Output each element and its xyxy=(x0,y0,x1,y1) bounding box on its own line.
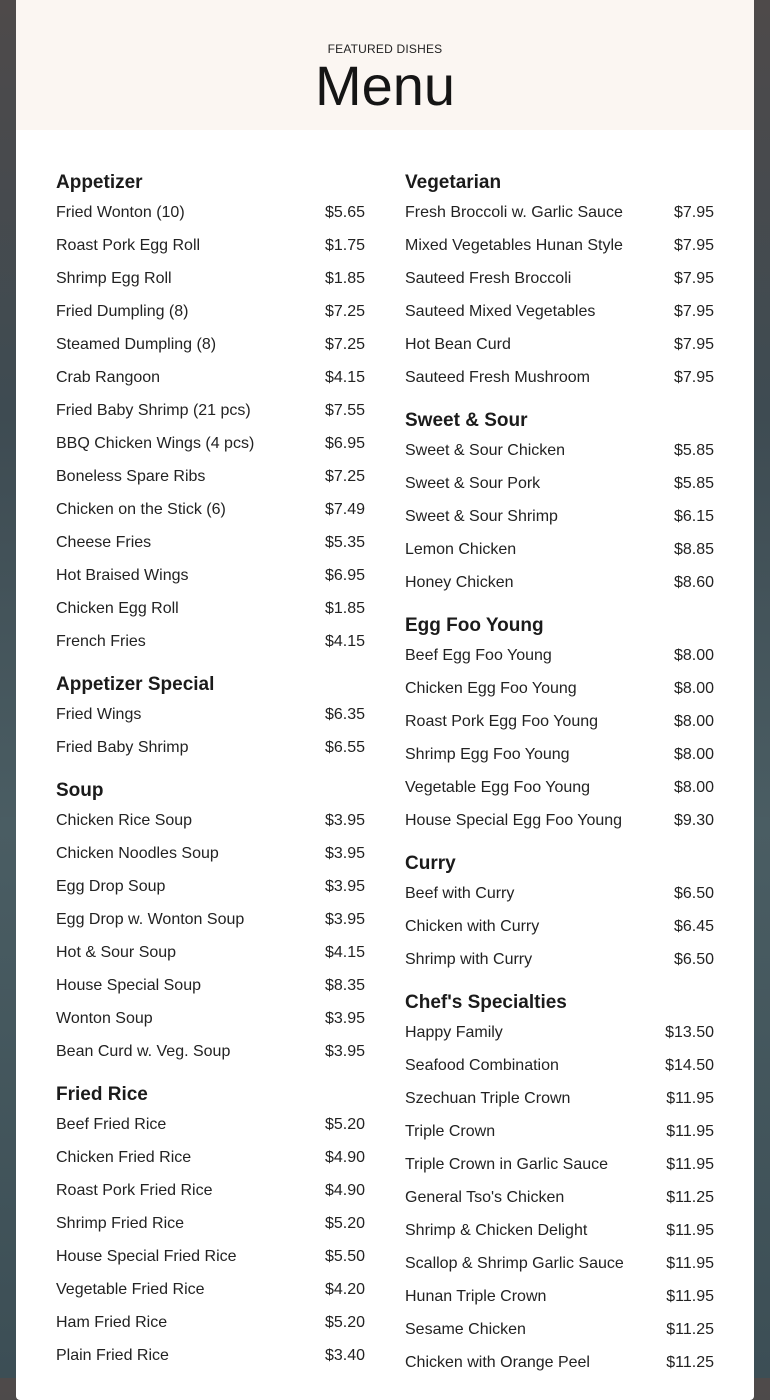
menu-section-chef-s-specialties xyxy=(405,990,714,1379)
menu-item-name: Roast Pork Egg Roll xyxy=(56,236,201,254)
menu-item-price: $7.95 xyxy=(673,203,714,221)
menu-item-price: $8.00 xyxy=(673,778,714,796)
menu-item-price: $7.95 xyxy=(673,368,714,386)
menu-item-price: $3.95 xyxy=(324,811,365,829)
menu-item xyxy=(56,196,365,229)
menu-item-price: $9.30 xyxy=(673,811,714,829)
menu-item xyxy=(56,1002,365,1035)
menu-item-name: Vegetable Egg Foo Young xyxy=(405,778,591,796)
menu-item-name: Sweet & Sour Chicken xyxy=(405,441,566,459)
menu-item-price: $5.20 xyxy=(324,1115,365,1133)
menu-item-price: $11.25 xyxy=(666,1353,714,1371)
menu-item-name: Egg Drop w. Wonton Soup xyxy=(56,910,245,928)
menu-item-price: $7.25 xyxy=(324,335,365,353)
menu-item-price: $7.95 xyxy=(673,335,714,353)
menu-item-name: Chicken on the Stick (6) xyxy=(56,500,226,518)
section-title: Chef's Specialties xyxy=(405,992,567,1013)
menu-item-name: Lemon Chicken xyxy=(405,540,517,558)
menu-item-price: $3.95 xyxy=(324,1042,365,1060)
menu-item-price: $11.95 xyxy=(666,1122,714,1140)
menu-section-vegetarian xyxy=(405,170,714,394)
menu-item-price: $4.15 xyxy=(324,368,365,386)
menu-item-name: Bean Curd w. Veg. Soup xyxy=(56,1042,231,1060)
menu-item xyxy=(405,229,714,262)
menu-item-name: Triple Crown xyxy=(405,1122,496,1140)
menu-item xyxy=(405,639,714,672)
menu-item-name: Fresh Broccoli w. Garlic Sauce xyxy=(405,203,623,221)
menu-item-price: $4.20 xyxy=(324,1280,365,1298)
menu-item-price: $6.50 xyxy=(673,950,714,968)
menu-item xyxy=(405,1115,714,1148)
menu-item-name: Scallop & Shrimp Garlic Sauce xyxy=(405,1254,624,1272)
menu-item-name: Chicken with Orange Peel xyxy=(405,1353,590,1371)
menu-item-name: Steamed Dumpling (8) xyxy=(56,335,217,353)
section-title: Soup xyxy=(56,780,104,801)
menu-item xyxy=(56,1273,365,1306)
menu-item-price: $6.15 xyxy=(673,507,714,525)
menu-item xyxy=(405,1016,714,1049)
menu-item-name: Sauteed Mixed Vegetables xyxy=(405,302,596,320)
menu-item-name: Mixed Vegetables Hunan Style xyxy=(405,236,623,254)
menu-item xyxy=(405,196,714,229)
page-title: Menu xyxy=(314,54,456,117)
menu-item-price: $3.95 xyxy=(324,877,365,895)
menu-item-price: $5.35 xyxy=(324,533,365,551)
menu-item xyxy=(405,328,714,361)
menu-item-price: $6.95 xyxy=(324,566,365,584)
menu-section-appetizer-special xyxy=(56,672,365,764)
menu-item-price: $8.35 xyxy=(324,976,365,994)
menu-item xyxy=(405,1280,714,1313)
menu-item-name: Hot & Sour Soup xyxy=(56,943,177,961)
menu-item-price: $11.25 xyxy=(666,1188,714,1206)
menu-section-appetizer xyxy=(56,170,365,658)
menu-item-name: Beef Fried Rice xyxy=(56,1115,167,1133)
menu-item-price: $3.40 xyxy=(324,1346,365,1364)
menu-item-price: $8.00 xyxy=(673,745,714,763)
menu-item xyxy=(405,434,714,467)
menu-item xyxy=(56,229,365,262)
menu-item-price: $5.85 xyxy=(673,441,714,459)
menu-item xyxy=(405,910,714,943)
menu-item-price: $5.20 xyxy=(324,1313,365,1331)
menu-item-price: $4.15 xyxy=(324,632,365,650)
menu-item-name: Boneless Spare Ribs xyxy=(56,467,206,485)
section-title: Sweet & Sour xyxy=(405,410,528,431)
menu-card xyxy=(16,0,754,1400)
menu-item-name: Fried Dumpling (8) xyxy=(56,302,189,320)
menu-item-name: Honey Chicken xyxy=(405,573,514,591)
menu-item-price: $5.65 xyxy=(324,203,365,221)
menu-item xyxy=(56,837,365,870)
menu-item-price: $11.95 xyxy=(666,1287,714,1305)
menu-item xyxy=(56,698,365,731)
menu-section-sweet-sour xyxy=(405,408,714,599)
menu-section-soup xyxy=(56,778,365,1068)
menu-column-right xyxy=(405,170,714,1393)
menu-item-name: House Special Soup xyxy=(56,976,201,994)
menu-item-price: $7.25 xyxy=(324,467,365,485)
menu-item xyxy=(56,870,365,903)
menu-item-price: $8.00 xyxy=(673,679,714,697)
menu-item xyxy=(56,1207,365,1240)
menu-item xyxy=(56,1339,365,1372)
menu-item-name: Plain Fried Rice xyxy=(56,1346,169,1364)
menu-item xyxy=(405,1148,714,1181)
menu-column-left xyxy=(56,170,365,1393)
menu-item xyxy=(405,804,714,837)
menu-item-name: French Fries xyxy=(56,632,146,650)
menu-item xyxy=(405,262,714,295)
menu-item-name: Ham Fried Rice xyxy=(56,1313,168,1331)
menu-item-name: BBQ Chicken Wings (4 pcs) xyxy=(56,434,255,452)
menu-columns xyxy=(16,130,754,1393)
menu-item-price: $11.25 xyxy=(666,1320,714,1338)
menu-item-price: $7.95 xyxy=(673,269,714,287)
menu-item xyxy=(56,625,365,658)
menu-item-name: Shrimp with Curry xyxy=(405,950,533,968)
section-title: Appetizer Special xyxy=(56,674,215,695)
menu-item xyxy=(405,705,714,738)
menu-item-name: Hot Bean Curd xyxy=(405,335,511,353)
menu-item-name: Vegetable Fried Rice xyxy=(56,1280,205,1298)
menu-item-name: Sweet & Sour Pork xyxy=(405,474,541,492)
menu-item-price: $11.95 xyxy=(666,1254,714,1272)
menu-item-name: Sweet & Sour Shrimp xyxy=(405,507,558,525)
menu-item-price: $8.85 xyxy=(673,540,714,558)
menu-item xyxy=(56,1108,365,1141)
menu-item-price: $7.25 xyxy=(324,302,365,320)
menu-item-name: Shrimp & Chicken Delight xyxy=(405,1221,588,1239)
menu-item xyxy=(56,731,365,764)
menu-item xyxy=(56,328,365,361)
menu-item xyxy=(56,592,365,625)
menu-item-price: $3.95 xyxy=(324,1009,365,1027)
menu-item-price: $6.45 xyxy=(673,917,714,935)
menu-item-name: Egg Drop Soup xyxy=(56,877,166,895)
menu-item xyxy=(405,1214,714,1247)
menu-item xyxy=(405,1181,714,1214)
menu-item-price: $6.55 xyxy=(324,738,365,756)
menu-item-price: $7.95 xyxy=(673,236,714,254)
menu-item xyxy=(405,877,714,910)
menu-item-price: $1.85 xyxy=(324,599,365,617)
menu-item-name: General Tso's Chicken xyxy=(405,1188,565,1206)
menu-item-name: Chicken Rice Soup xyxy=(56,811,193,829)
menu-item-name: Beef with Curry xyxy=(405,884,515,902)
menu-item xyxy=(405,361,714,394)
menu-item-name: Shrimp Egg Roll xyxy=(56,269,172,287)
menu-item-name: Happy Family xyxy=(405,1023,503,1041)
menu-item-name: Sauteed Fresh Broccoli xyxy=(405,269,572,287)
menu-item xyxy=(56,460,365,493)
menu-section-egg-foo-young xyxy=(405,613,714,837)
menu-item-price: $8.00 xyxy=(673,646,714,664)
menu-item-price: $13.50 xyxy=(665,1023,714,1041)
menu-item xyxy=(56,559,365,592)
menu-item-name: Chicken Egg Roll xyxy=(56,599,179,617)
menu-item-price: $7.49 xyxy=(324,500,365,518)
menu-item xyxy=(56,804,365,837)
menu-item xyxy=(56,295,365,328)
menu-item-price: $11.95 xyxy=(666,1089,714,1107)
menu-item-name: Sesame Chicken xyxy=(405,1320,526,1338)
menu-item-name: Shrimp Egg Foo Young xyxy=(405,745,570,763)
menu-item xyxy=(405,1082,714,1115)
menu-section-fried-rice xyxy=(56,1082,365,1372)
menu-item-name: Fried Wonton (10) xyxy=(56,203,185,221)
menu-item-name: Sauteed Fresh Mushroom xyxy=(405,368,590,386)
menu-item xyxy=(405,1346,714,1379)
menu-item xyxy=(56,361,365,394)
menu-item-name: Crab Rangoon xyxy=(56,368,161,386)
menu-item-price: $7.95 xyxy=(673,302,714,320)
menu-item-price: $5.20 xyxy=(324,1214,365,1232)
featured-dishes-label: FEATURED DISHES xyxy=(327,42,443,56)
menu-item xyxy=(405,467,714,500)
menu-item-price: $4.90 xyxy=(324,1148,365,1166)
menu-item xyxy=(405,1313,714,1346)
menu-item-price: $4.90 xyxy=(324,1181,365,1199)
section-title: Egg Foo Young xyxy=(405,615,544,636)
menu-item xyxy=(405,771,714,804)
menu-item-name: Szechuan Triple Crown xyxy=(405,1089,571,1107)
section-title: Appetizer xyxy=(56,172,143,193)
menu-item xyxy=(56,936,365,969)
menu-item-name: Chicken Egg Foo Young xyxy=(405,679,577,697)
menu-item-name: Chicken Noodles Soup xyxy=(56,844,219,862)
menu-item-name: Fried Baby Shrimp xyxy=(56,738,189,756)
menu-item xyxy=(405,672,714,705)
menu-item-name: Chicken Fried Rice xyxy=(56,1148,192,1166)
menu-item xyxy=(405,533,714,566)
menu-section-curry xyxy=(405,851,714,976)
menu-item xyxy=(56,427,365,460)
menu-item-price: $6.50 xyxy=(673,884,714,902)
menu-item-name: House Special Fried Rice xyxy=(56,1247,237,1265)
menu-item-name: Fried Wings xyxy=(56,705,142,723)
menu-item-name: Chicken with Curry xyxy=(405,917,540,935)
menu-item-name: Hunan Triple Crown xyxy=(405,1287,547,1305)
menu-item-name: Beef Egg Foo Young xyxy=(405,646,552,664)
menu-item xyxy=(405,500,714,533)
menu-item-price: $5.50 xyxy=(324,1247,365,1265)
menu-item xyxy=(56,1174,365,1207)
menu-item xyxy=(56,526,365,559)
menu-item-price: $8.00 xyxy=(673,712,714,730)
menu-item-price: $3.95 xyxy=(324,844,365,862)
menu-item-name: Roast Pork Egg Foo Young xyxy=(405,712,599,730)
section-title: Curry xyxy=(405,853,456,874)
menu-item xyxy=(56,903,365,936)
menu-item-name: Shrimp Fried Rice xyxy=(56,1214,185,1232)
menu-item xyxy=(56,493,365,526)
menu-item-name: Cheese Fries xyxy=(56,533,152,551)
menu-item-name: Fried Baby Shrimp (21 pcs) xyxy=(56,401,251,419)
menu-item xyxy=(405,295,714,328)
menu-item-name: House Special Egg Foo Young xyxy=(405,811,623,829)
menu-item xyxy=(56,1240,365,1273)
menu-item-name: Roast Pork Fried Rice xyxy=(56,1181,213,1199)
menu-item-price: $5.85 xyxy=(673,474,714,492)
menu-item-price: $6.35 xyxy=(324,705,365,723)
menu-item-price: $14.50 xyxy=(665,1056,714,1074)
menu-item-name: Seafood Combination xyxy=(405,1056,559,1074)
menu-item xyxy=(405,943,714,976)
menu-item xyxy=(56,394,365,427)
menu-item-name: Hot Braised Wings xyxy=(56,566,189,584)
menu-item-price: $11.95 xyxy=(666,1221,714,1239)
menu-item xyxy=(405,1049,714,1082)
menu-item xyxy=(56,1141,365,1174)
menu-item xyxy=(56,262,365,295)
menu-item-price: $3.95 xyxy=(324,910,365,928)
section-title: Vegetarian xyxy=(405,172,502,193)
menu-item-name: Triple Crown in Garlic Sauce xyxy=(405,1155,609,1173)
menu-item xyxy=(405,1247,714,1280)
menu-item xyxy=(56,1306,365,1339)
menu-item xyxy=(405,566,714,599)
menu-item xyxy=(405,738,714,771)
section-title: Fried Rice xyxy=(56,1084,148,1105)
menu-item-name: Wonton Soup xyxy=(56,1009,153,1027)
menu-item-price: $6.95 xyxy=(324,434,365,452)
menu-item xyxy=(56,1035,365,1068)
menu-item-price: $8.60 xyxy=(673,573,714,591)
menu-item-price: $1.85 xyxy=(324,269,365,287)
menu-item xyxy=(56,969,365,1002)
menu-header xyxy=(16,0,754,130)
menu-item-price: $4.15 xyxy=(324,943,365,961)
menu-item-price: $11.95 xyxy=(666,1155,714,1173)
menu-item-price: $1.75 xyxy=(324,236,365,254)
menu-item-price: $7.55 xyxy=(324,401,365,419)
